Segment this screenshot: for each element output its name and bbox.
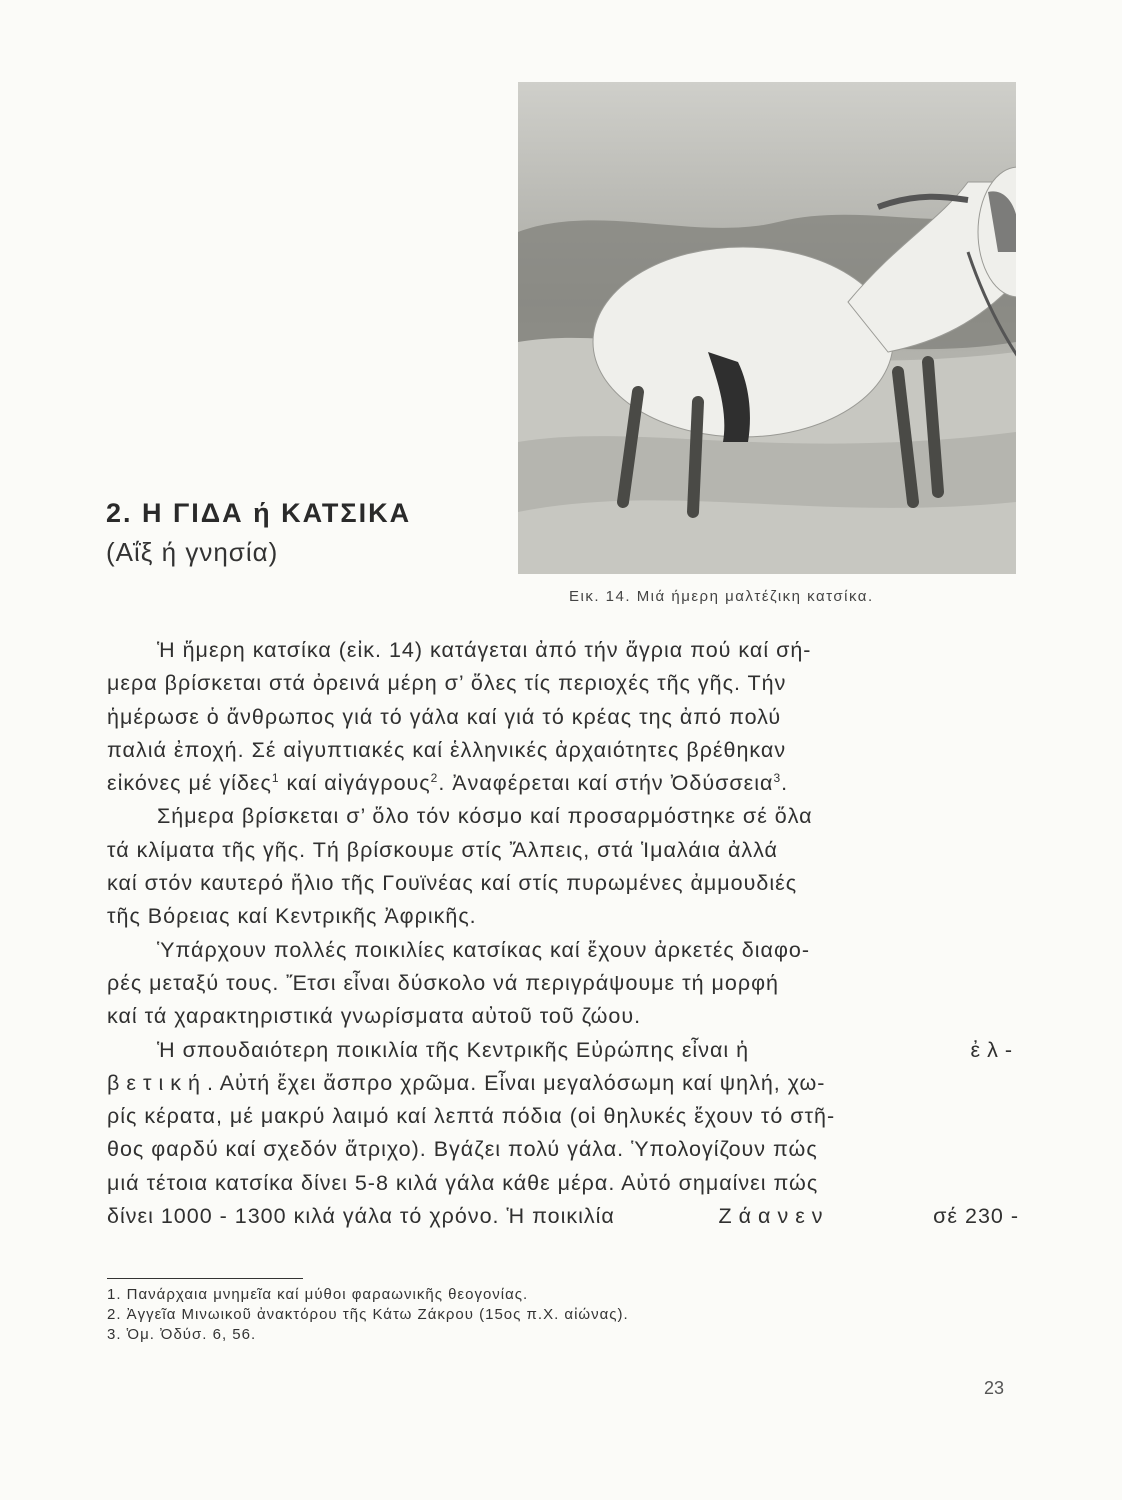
figure-caption: Εικ. 14. Μιά ήμερη μαλτέζικη κατσίκα.: [569, 588, 874, 605]
goat-photo: [518, 82, 1016, 574]
body-line: [107, 767, 1019, 800]
body-text-run: εἰκόνες μέ γίδες: [107, 771, 272, 796]
body-line: μιά τέτοια κατσίκα δίνει 5-8 κιλά γάλα κάθε μέρα. Αὐτό σημαίνει πώς: [107, 1170, 819, 1195]
footnote: 1. Πανάρχαια μνημεῖα καί μύθοι φαραωνικῆς θεογονίας.: [107, 1286, 529, 1303]
body-text-run: σέ 230 -: [933, 1204, 1019, 1229]
body-text-run: .: [781, 771, 789, 796]
body-text-run: καί αἰγάγρους: [279, 771, 431, 796]
body-line: καί στόν καυτερό ἥλιο τῆς Γουϊνέας καί στίς πυρωμένες ἀμμουδιές: [107, 871, 798, 896]
emphasis-text: ἐλ-: [970, 1037, 1019, 1062]
footnote: 2. Ἀγγεῖα Μινωικοῦ ἀνακτόρου τῆς Κάτω Ζάκρου (15ος π.Χ. αἰώνας).: [107, 1306, 629, 1323]
footnote-ref: 1: [271, 771, 280, 786]
emphasis-text: Ζάανεν: [718, 1204, 830, 1229]
footnote-ref: 3: [773, 771, 782, 786]
footnotes: [107, 1285, 629, 1345]
body-line: Ἡ ἥμερη κατσίκα (εἰκ. 14) κατάγεται ἀπό τήν ἄγρια πού καί σή-: [157, 638, 812, 662]
footnote-divider: [107, 1278, 303, 1279]
emphasis-text: βετική: [107, 1070, 207, 1095]
footnote: 3. Ὁμ. Ὀδύσ. 6, 56.: [107, 1326, 257, 1343]
body-line: τῆς Βόρειας καί Κεντρικῆς Ἀφρικῆς.: [107, 904, 477, 929]
section-title: 2. Η ΓΙΔΑ ή ΚΑΤΣΙΚΑ: [106, 498, 412, 528]
body-line: Σήμερα βρίσκεται σ’ ὅλο τόν κόσμο καί προσαρμόστηκε σέ ὅλα: [157, 804, 813, 829]
body-line: ἡμέρωσε ὁ ἄνθρωπος γιά τό γάλα καί γιά τό κρέας της ἀπό πολύ: [107, 704, 782, 729]
body-line: [107, 1200, 1019, 1233]
body-line: [107, 1034, 1019, 1067]
body-text-run: . Αὐτή ἔχει ἄσπρο χρῶμα. Εἶναι μεγαλόσωμη καί ψηλή, χω-: [206, 1070, 826, 1095]
body-line: [107, 1067, 1019, 1100]
body-text-run: . Ἀναφέρεται καί στήν Ὀδύσσεια: [438, 771, 774, 796]
body-line: ρίς κέρατα, μέ μακρύ λαιμό καί λεπτά πόδια (οἱ θηλυκές ἔχουν τό στῆ-: [107, 1104, 836, 1129]
body-line: παλιά ἐποχή. Σέ αἰγυπτιακές καί ἑλληνικές ἀρχαιότητες βρέθηκαν: [107, 737, 787, 762]
page-number: 23: [984, 1378, 1005, 1398]
body-text-run: δίνει 1000 - 1300 κιλά γάλα τό χρόνο. Ἡ ποικιλία: [107, 1204, 615, 1229]
body-text-run: Ἡ σπουδαιότερη ποικιλία τῆς Κεντρικῆς Εὐρώπης εἶναι ἡ: [157, 1037, 750, 1062]
section-subtitle: (Αΐξ ή γνησία): [106, 537, 279, 567]
body-line: θος φαρδύ καί σχεδόν ἄτριχο). Βγάζει πολύ γάλα. Ὑπολογίζουν πώς: [107, 1137, 818, 1162]
body-line: ρές μεταξύ τους. Ἔτσι εἶναι δύσκολο νά περιγράψουμε τή μορφή: [107, 970, 780, 995]
footnote-ref: 2: [430, 771, 439, 786]
body-line: μερα βρίσκεται στά ὀρεινά μέρη σ’ ὅλες τίς περιοχές τῆς γῆς. Τήν: [107, 671, 787, 696]
body-line: τά κλίματα τῆς γῆς. Τή βρίσκουμε στίς Ἄλπεις, στά Ἱμαλάια ἀλλά: [107, 837, 778, 862]
body-line: καί τά χαρακτηριστικά γνωρίσματα αὐτοῦ τοῦ ζώου.: [107, 1004, 642, 1029]
body-text: [107, 634, 1019, 1233]
body-line: Ὑπάρχουν πολλές ποικιλίες κατσίκας καί ἔχουν ἀρκετές διαφο-: [157, 937, 811, 962]
